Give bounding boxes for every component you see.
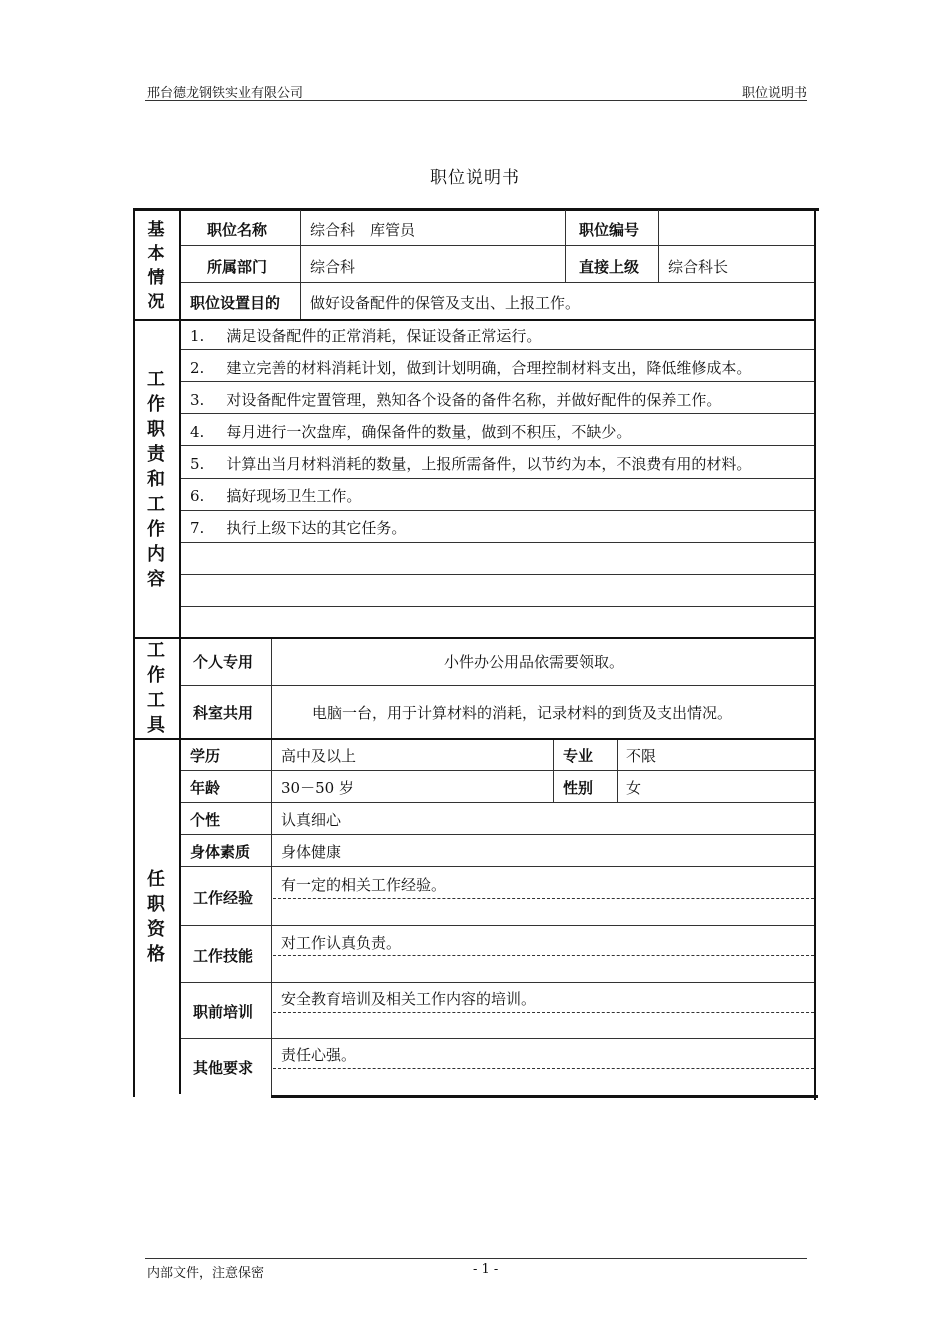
divider [181,866,814,867]
divider [271,639,272,738]
position-name-value: 综合科 库管员 [310,221,416,239]
section-basic-label: 基 本 情 况 [147,220,165,312]
purpose-value: 做好设备配件的保管及支出、上报工作。 [310,294,581,312]
header-doc-type: 职位说明书 [741,86,807,101]
divider [181,925,814,926]
divider [181,542,814,543]
age-label: 年龄 [190,779,221,797]
dashed-line [273,1012,814,1013]
purpose-label: 职位设置目的 [190,294,281,312]
personal-tools-label: 个人专用 [193,653,254,671]
dashed-line [273,955,814,956]
supervisor-label: 直接上级 [579,258,640,276]
divider [181,574,814,575]
divider [300,210,301,319]
dashed-line [273,1068,814,1069]
divider [181,982,814,983]
page-number: - 1 - [473,1262,499,1277]
duty-item: 5. 计算出当月材料消耗的数量，上报所需备件，以节约为本，不浪费有用的材料。 [190,455,752,473]
education-value: 高中及以上 [281,747,357,765]
duty-item: 6. 搞好现场卫生工作。 [190,487,362,505]
department-value: 综合科 [310,258,356,276]
divider [133,319,815,321]
divider [133,738,815,740]
company-name: 邢台德龙钢铁实业有限公司 [147,86,304,101]
divider [565,210,566,282]
personality-value: 认真细心 [281,811,342,829]
confidential-note: 内部文件，注意保密 [147,1266,265,1281]
divider [271,1095,818,1098]
divider [553,740,554,802]
document-title: 职位说明书 [430,168,520,188]
major-label: 专业 [563,747,594,765]
department-label: 所属部门 [207,258,268,276]
divider [181,282,814,283]
shared-tools-label: 科室共用 [193,704,254,722]
divider [617,740,618,802]
section-duties-label: 工 作 职 责 和 工 作 内 容 [147,368,165,590]
major-value: 不限 [626,747,657,765]
duty-item: 4. 每月进行一次盘库，确保备件的数量，做到不积压，不缺少。 [190,423,632,441]
position-name-label: 职位名称 [207,221,268,239]
section-tools-label: 工 作 工 具 [147,640,165,736]
training-label: 职前培训 [193,1003,254,1021]
experience-label: 工作经验 [193,889,254,907]
divider [181,510,814,511]
gender-label: 性别 [563,779,594,797]
personality-label: 个性 [190,811,221,829]
page-footer [145,1258,807,1281]
divider [181,445,814,446]
divider [181,606,814,607]
divider [133,637,815,639]
side-divider [179,210,181,1094]
dashed-line [273,898,814,899]
age-value: 30－50 岁 [281,779,354,797]
supervisor-value: 综合科长 [668,258,729,276]
right-border [814,210,816,1100]
education-label: 学历 [190,747,221,765]
divider [181,381,814,382]
health-label: 身体素质 [190,843,251,861]
page-header [145,82,807,101]
divider [271,740,272,1096]
other-requirements-label: 其他要求 [193,1059,254,1077]
training-value: 安全教育培训及相关工作内容的培训。 [281,990,537,1008]
personal-tools-value: 小件办公用品依需要领取。 [444,653,625,671]
divider [181,834,814,835]
section-qualifications-label: 任 职 资 格 [147,869,165,965]
divider [181,413,814,414]
duty-item: 7. 执行上级下达的其它任务。 [190,519,407,537]
gender-value: 女 [626,779,642,797]
skills-value: 对工作认真负责。 [281,934,402,952]
divider [181,685,814,686]
health-value: 身体健康 [281,843,342,861]
duty-item: 3. 对设备配件定置管理，熟知各个设备的备件名称，并做好配件的保养工作。 [190,391,722,409]
experience-value: 有一定的相关工作经验。 [281,876,447,894]
duty-item: 2. 建立完善的材料消耗计划，做到计划明确，合理控制材料支出，降低维修成本。 [190,359,752,377]
shared-tools-value: 电脑一台，用于计算材料的消耗，记录材料的到货及支出情况。 [312,704,733,722]
skills-label: 工作技能 [193,947,254,965]
other-requirements-value: 责任心强。 [281,1046,357,1064]
divider [658,210,659,282]
divider [181,349,814,350]
divider [181,1038,814,1039]
divider [181,802,814,803]
divider [181,478,814,479]
divider [181,770,814,771]
duty-item: 1. 满足设备配件的正常消耗，保证设备正常运行。 [190,327,542,345]
divider [181,245,814,246]
position-no-label: 职位编号 [579,221,640,239]
